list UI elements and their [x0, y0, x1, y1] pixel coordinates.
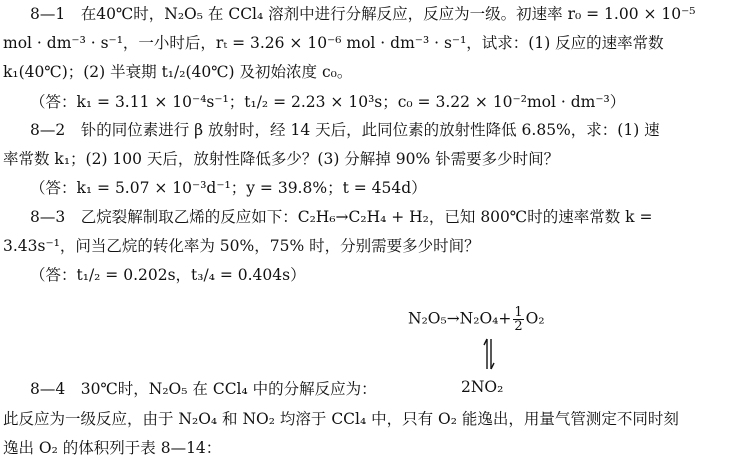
- problem-8-2-line-2: 率常数 k₁；(2) 100 天后，放射性降低多少？(3) 分解掉 90% 钋需要多少时间？: [3, 150, 560, 168]
- equation-reactants: N₂O₅→N₂O₄+: [408, 309, 512, 328]
- fraction-denominator: 2: [514, 319, 523, 334]
- equilibrium-arrows-icon: [483, 337, 495, 371]
- equation-product-no2: 2NO₂: [461, 378, 504, 396]
- fraction-numerator: 1: [514, 305, 523, 320]
- problem-8-3-answer: （答：t₁/₂ = 0.202s，t₃/₄ = 0.404s）: [30, 266, 306, 284]
- problem-8-1-line-1: 8—1 在40℃时，N₂O₅ 在 CCl₄ 溶剂中进行分解反应，反应为一级。初速率 r₀ = 1.00 × 10⁻⁵: [30, 5, 696, 23]
- half-fraction: [513, 306, 523, 333]
- problem-8-1-line-2: mol · dm⁻³ · s⁻¹，一小时后，rₜ = 3.26 × 10⁻⁶ mol · dm⁻³ · s⁻¹，试求：(1) 反应的速率常数: [3, 34, 664, 52]
- problem-8-4-line-2: 此反应为一级反应，由于 N₂O₄ 和 NO₂ 均溶于 CCl₄ 中，只有 O₂ 能逸出，用量气管测定不同时刻: [3, 410, 679, 428]
- problem-8-3-line-2: 3.43s⁻¹，问当乙烷的转化率为 50%，75% 时，分别需要多少时间？: [3, 237, 480, 255]
- problem-8-1-line-3: k₁(40℃)；(2) 半衰期 t₁/₂(40℃) 及初始浓度 c₀。: [3, 63, 353, 81]
- equation-oxygen: O₂: [525, 309, 545, 328]
- problem-8-2-line-1: 8—2 钋的同位素进行 β 放射时，经 14 天后，此同位素的放射性降低 6.85%，求：(1) 速: [30, 121, 660, 139]
- problem-8-4-line-3: 逸出 O₂ 的体积列于表 8—14：: [3, 439, 222, 457]
- problem-8-2-answer: （答：k₁ = 5.07 × 10⁻³d⁻¹；y = 39.8%；t = 454d）: [30, 179, 427, 197]
- problem-8-3-line-1: 8—3 乙烷裂解制取乙烯的反应如下：C₂H₆→C₂H₄ + H₂，已知 800℃时的速率常数 k =: [30, 208, 653, 226]
- equation-top-line: [408, 306, 545, 333]
- problem-8-4-line-1: 8—4 30℃时，N₂O₅ 在 CCl₄ 中的分解反应为：: [30, 380, 377, 398]
- problem-8-1-answer: （答：k₁ = 3.11 × 10⁻⁴s⁻¹；t₁/₂ = 2.23 × 10³s；c₀ = 3.22 × 10⁻²mol · dm⁻³）: [30, 93, 626, 111]
